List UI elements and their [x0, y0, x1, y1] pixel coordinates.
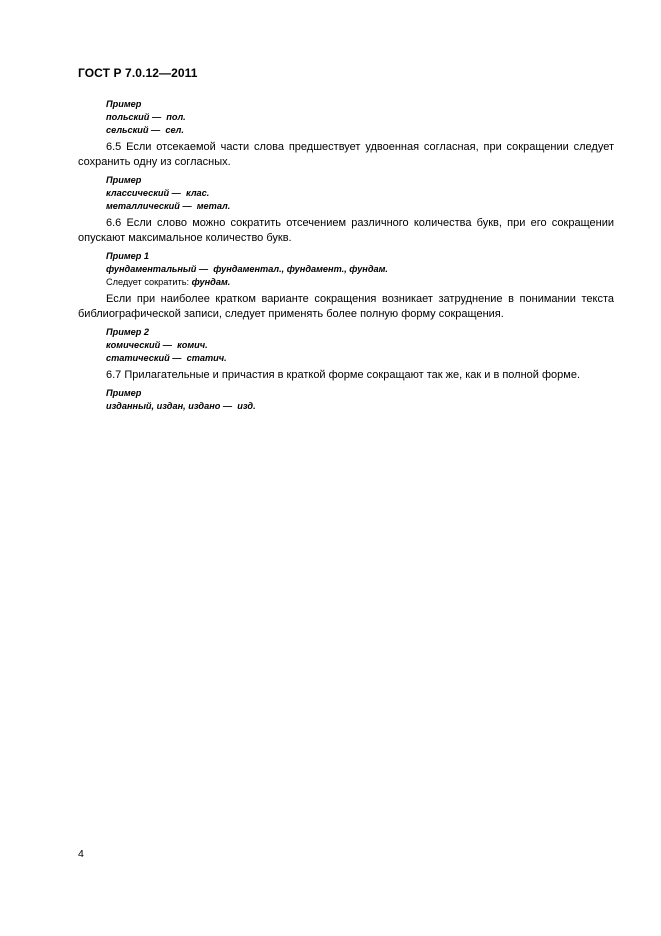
example-note: [106, 276, 614, 289]
example-label: Пример: [106, 99, 142, 109]
page-number: 4: [78, 848, 84, 860]
note-value: фундам.: [191, 277, 231, 287]
example-line: польский — пол.: [106, 112, 186, 122]
note-prefix: Следует сократить:: [106, 277, 190, 287]
example-label: Пример 1: [106, 251, 150, 261]
example-line: фундаментальный — фундаментал., фундамент., фундам.: [106, 264, 388, 274]
example-block: [78, 98, 614, 137]
document-header: ГОСТ Р 7.0.12—2011: [78, 66, 198, 80]
paragraph-6-6: 6.6 Если слово можно сократить отсечением различного количества букв, при его сокращении опускают максимальное количество букв.: [78, 217, 614, 244]
example-block: [78, 250, 614, 289]
example-label: Пример: [106, 388, 142, 398]
example-line: классический — клас.: [106, 188, 210, 198]
example-label: Пример: [106, 175, 142, 185]
example-block: [78, 174, 614, 213]
paragraph-6-5: 6.5 Если отсекаемой части слова предшествует удвоенная согласная, при сокращении следует сохранить одну из согласных.: [78, 141, 614, 168]
example-line: статический — статич.: [106, 353, 227, 363]
example-block: [78, 387, 614, 413]
example-block: [78, 326, 614, 365]
example-line: комический — комич.: [106, 340, 208, 350]
example-label: Пример 2: [106, 327, 150, 337]
paragraph-6-6-continued: Если при наиболее кратком варианте сокращения возникает затруднение в понимании текста библиографической записи, следует применять более полную форму сокращения.: [78, 293, 614, 320]
example-line: сельский — сел.: [106, 125, 184, 135]
document-body: [78, 98, 614, 413]
example-line: изданный, издан, издано — изд.: [106, 401, 256, 411]
paragraph-6-7: 6.7 Прилагательные и причастия в краткой форме сокращают так же, как и в полной форме.: [106, 369, 581, 381]
example-line: металлический — метал.: [106, 201, 231, 211]
